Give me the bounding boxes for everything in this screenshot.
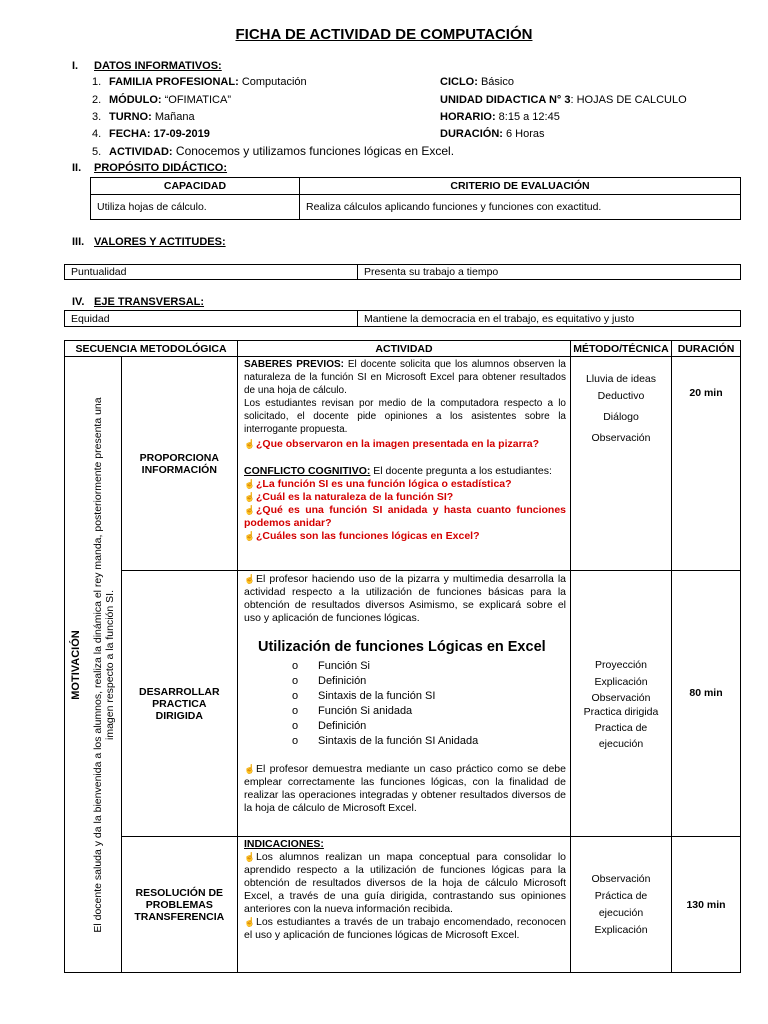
list-item: o Función Si anidada — [292, 705, 413, 717]
question-4: ¿Qué es una función SI anidada y hasta cuanto funciones podemos anidar? — [244, 504, 566, 529]
methods-r3 — [571, 837, 672, 973]
header-actividad: ACTIVIDAD — [238, 341, 571, 357]
method-item: Practica de ejecución — [594, 722, 648, 750]
method-item: Observación — [591, 432, 651, 444]
valor-cell: Puntualidad — [65, 265, 358, 280]
motivacion-cell — [65, 357, 122, 973]
hand-pointer-icon: ☝ — [244, 439, 256, 449]
hand-pointer-icon: ☝ — [244, 764, 256, 774]
datos-row-1: 1. FAMILIA PROFESIONAL: Computación CICLO: Básico — [92, 76, 514, 88]
duration-r2: 80 min — [672, 571, 741, 837]
method-item: Deductivo — [597, 390, 645, 402]
list-item: o Definición — [292, 720, 367, 732]
motivacion-rotated — [70, 365, 116, 965]
list-item: o Función Si — [292, 660, 370, 672]
header-secuencia: SECUENCIA METODOLÓGICA — [65, 341, 238, 357]
method-item: Diálogo — [603, 411, 639, 423]
section-datos: I. DATOS INFORMATIVOS: — [72, 60, 222, 72]
hand-pointer-icon: ☝ — [244, 531, 256, 541]
question-3: ¿Cuál es la naturaleza de la función SI? — [256, 491, 454, 503]
phase-proporciona: PROPORCIONA INFORMACIÓN — [121, 357, 237, 571]
valores-table — [64, 264, 741, 280]
page-title: FICHA DE ACTIVIDAD DE COMPUTACIÓN — [235, 26, 533, 43]
eje-desc-cell: Mantiene la democracia en el trabajo, es equitativo y justo — [358, 311, 741, 327]
r2-subtitle: Utilización de funciones Lógicas en Excel — [258, 639, 546, 655]
hand-pointer-icon: ☝ — [244, 492, 256, 502]
method-item: Observación — [591, 692, 651, 704]
duration-r3: 130 min — [672, 837, 741, 973]
hand-pointer-icon: ☝ — [244, 852, 256, 862]
conflicto-text: El docente pregunta a los estudiantes: — [370, 465, 552, 477]
methods-r2 — [571, 571, 672, 837]
datos-row-4: 4. FECHA: 17-09-2019 DURACIÓN: 6 Horas — [92, 128, 545, 140]
phase-desarrollar: DESARROLLAR PRACTICA DIRIGIDA — [121, 571, 237, 837]
criterio-cell: Realiza cálculos aplicando funciones y funciones con exactitud. — [300, 195, 741, 220]
actitud-cell: Presenta su trabajo a tiempo — [358, 265, 741, 280]
list-item: o Sintaxis de la función SI Anidada — [292, 735, 479, 747]
saberes-label: SABERES PREVIOS: — [244, 359, 344, 370]
saberes-paragraph: Los estudiantes revisan por medio de la computadora respecto a lo solicitado, el docente pide opiniones a los asistentes sobre la interrogante propuesta. — [244, 398, 566, 435]
datos-row-3: 3. TURNO: Mañana HORARIO: 8:15 a 12:45 — [92, 111, 560, 123]
conflicto-label: CONFLICTO COGNITIVO: — [244, 465, 371, 477]
section-valores: III. VALORES Y ACTITUDES: — [72, 236, 226, 248]
section-proposito: II. PROPÓSITO DIDÁCTICO: — [72, 162, 228, 174]
proposito-table — [90, 177, 741, 220]
eje-table — [64, 310, 741, 327]
r3-paragraph-2: Los estudiantes a través de un trabajo encomendado, reconocen el uso y aplicación de funciones lógicas de Microsoft Excel. — [244, 916, 566, 941]
secuencia-table — [64, 340, 741, 973]
method-item: Proyección — [595, 659, 647, 671]
method-item: Observación — [591, 872, 651, 885]
methods-r1 — [571, 357, 672, 571]
question-5: ¿Cuáles son las funciones lógicas en Excel? — [256, 530, 480, 542]
activity-r3 — [238, 837, 571, 973]
r2-paragraph-2: El profesor demuestra mediante un caso práctico como se debe emplear correctamente las funciones lógicas, con la finalidad de realizar las operaciones integradas y obtener resultados diversos de la hoja de cálculo de Microsoft Excel. — [244, 763, 566, 814]
question-2: ¿La función SI es una función lógica o estadística? — [256, 478, 512, 490]
header-criterio: CRITERIO DE EVALUACIÓN — [300, 178, 741, 195]
phase-resolucion: RESOLUCIÓN DE PROBLEMAS TRANSFERENCIA — [121, 837, 237, 973]
list-item: o Definición — [292, 675, 367, 687]
duration-r1: 20 min — [672, 357, 741, 571]
indicaciones-label: INDICACIONES: — [244, 838, 324, 850]
question-1: ¿Que observaron en la imagen presentada en la pizarra? — [256, 438, 540, 450]
activity-r2 — [238, 571, 571, 837]
motivacion-label: MOTIVACIÓN — [69, 629, 82, 700]
method-item: Práctica de ejecución — [594, 889, 648, 919]
header-capacidad: CAPACIDAD — [91, 178, 300, 195]
r2-paragraph-1: El profesor haciendo uso de la pizarra y multimedia desarrolla la actividad respecto a la utilización de funciones básicas para la obtención de resultados diversos Asimismo, se explicará sobre el uso y aplicación de funciones lógicas. — [244, 573, 566, 624]
datos-row-5: 5. ACTIVIDAD: Conocemos y utilizamos funciones lógicas en Excel. — [92, 144, 455, 158]
header-duracion: DURACIÓN — [672, 341, 741, 357]
hand-pointer-icon: ☝ — [244, 917, 256, 927]
hand-pointer-icon: ☝ — [244, 505, 256, 515]
motivacion-text: El docente saluda y da la bienvenida a los alumnos, realiza la dinámica el rey manda, posteriormente presenta una imagen respecto a la función SI. — [91, 396, 116, 933]
datos-row-2: 2. MÓDULO: “OFIMATICA” UNIDAD DIDACTICA N° 3: HOJAS DE CALCULO — [92, 94, 687, 106]
saberes-text: El docente solicita que los alumnos observen la naturaleza de la función SI en Microsoft Excel para obtener resultados de una hoja de cálculo. — [244, 359, 566, 396]
header-metodo: MÉTODO/TÉCNICA — [571, 341, 672, 357]
method-item: Practica dirigida — [583, 706, 659, 718]
eje-cell: Equidad — [65, 311, 358, 327]
section-eje: IV. EJE TRANSVERSAL: — [72, 296, 205, 308]
method-item: Explicación — [594, 676, 648, 688]
method-item: Explicación — [594, 923, 648, 936]
hand-pointer-icon: ☝ — [244, 479, 256, 489]
capacidad-cell: Utiliza hojas de cálculo. — [91, 195, 300, 220]
activity-r1 — [238, 357, 571, 571]
r3-paragraph-1: Los alumnos realizan un mapa conceptual para consolidar lo aprendido respecto a la utilización de funciones lógicas para la obtención de resultados diversos de la hoja de cálculo Microsoft Excel, a través de una guía dirigida, contrastando sus opiniones anteriores con la nueva información recibida. — [244, 851, 566, 915]
list-item: o Sintaxis de la función SI — [292, 690, 436, 702]
method-item: Lluvia de ideas — [585, 373, 657, 385]
hand-pointer-icon: ☝ — [244, 574, 256, 584]
